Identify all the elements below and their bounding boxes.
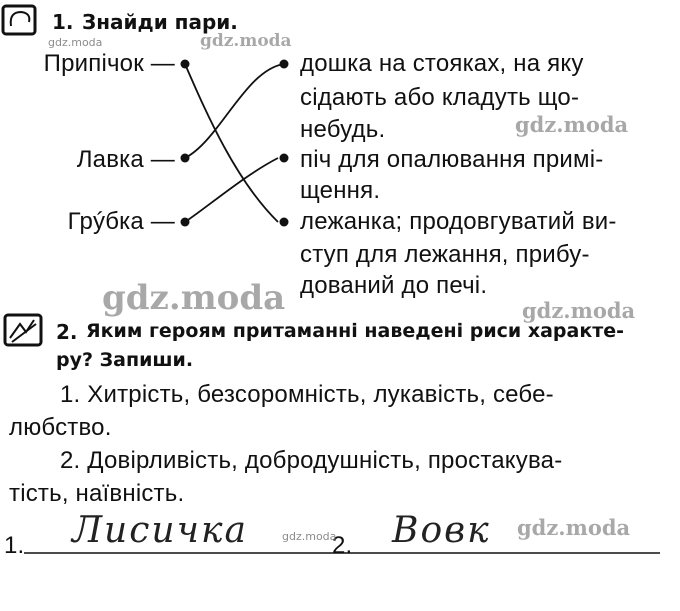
answer-2-handwriting: Вовк — [392, 510, 491, 551]
item-1-line-2: любство. — [9, 414, 112, 441]
watermark-top: gdz.moda — [200, 31, 292, 51]
watermark-small-bottom: gdz.moda — [282, 530, 337, 543]
definition-1-line-3: небудь. — [300, 116, 386, 143]
item-1-line-1: 1. Хитрість, безсоромність, лукавість, себе- — [60, 381, 554, 408]
definition-1-line-1: дошка на стояках, на яку — [300, 50, 584, 77]
left-word-1: Припічок — — [43, 50, 175, 77]
task-2-title-line-1: Яким героям притаманні наведені риси характе- — [86, 320, 625, 342]
left-word-3: Грýбка — — [67, 208, 175, 235]
definition-2-line-1: піч для опалювання примі- — [300, 146, 604, 173]
definition-3-line-3: дований до печі. — [300, 272, 488, 299]
item-2-line-1: 2. Довірливість, добродушність, простакува- — [60, 447, 563, 474]
answer-1-handwriting: Лисичка — [72, 510, 248, 551]
watermark-large: gdz.moda — [102, 278, 286, 318]
task-2-number: 2. — [56, 320, 78, 344]
left-word-2: Лавка — — [76, 146, 175, 173]
watermark-small-top: gdz.moda — [48, 36, 103, 49]
item-2-line-2: тість, наївність. — [9, 480, 185, 507]
definition-2-line-2: щення. — [300, 177, 381, 204]
definition-1-line-2: сідають або кладуть що- — [300, 84, 580, 111]
task-2-title-line-2: ру? Запиши. — [56, 349, 194, 371]
definition-3-line-1: лежанка; продовгуватий ви- — [300, 208, 617, 235]
watermark-right-1: gdz.moda — [515, 112, 629, 137]
answer-1-number: 1. — [4, 532, 25, 559]
task-1-title: Знайди пари. — [82, 10, 238, 34]
watermark-right-2: gdz.moda — [522, 298, 636, 323]
answer-2-number: 2. — [332, 532, 353, 559]
definition-3-line-2: ступ для лежання, прибу- — [300, 241, 590, 268]
task-1-number: 1. — [52, 10, 74, 34]
watermark-bottom-right: gdz.moda — [517, 515, 631, 540]
